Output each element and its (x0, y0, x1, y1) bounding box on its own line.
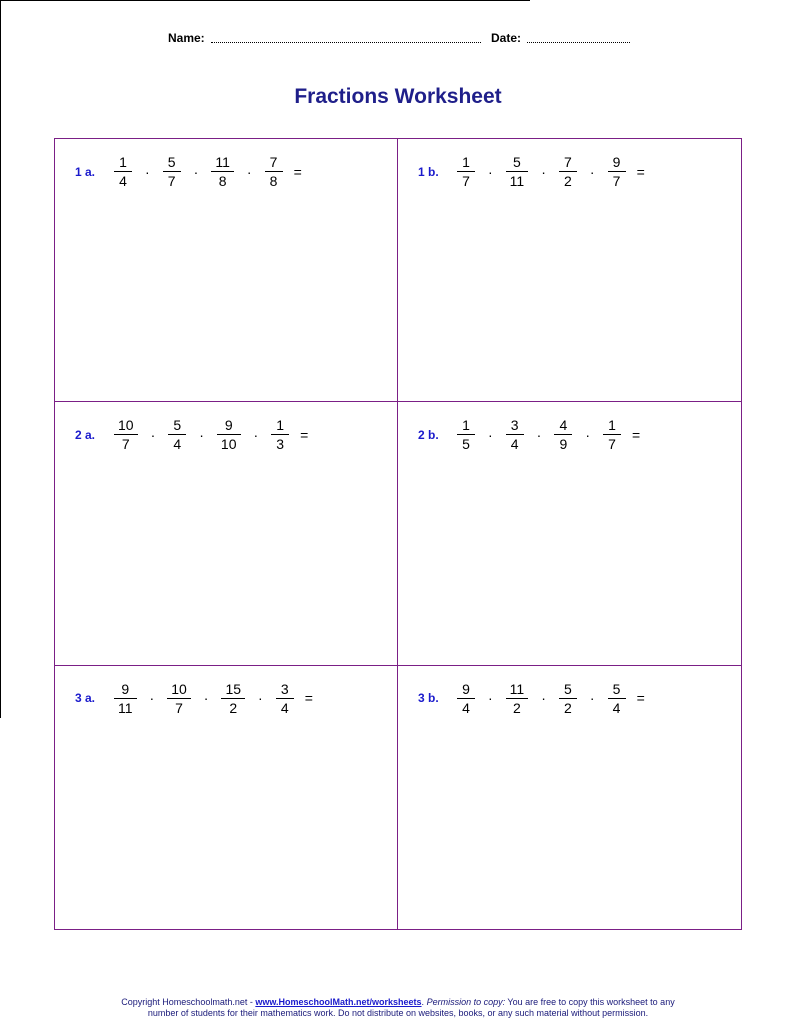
fraction (506, 417, 524, 452)
numerator: 7 (269, 154, 278, 170)
numerator: 5 (173, 417, 182, 434)
fraction (559, 681, 577, 716)
denominator: 5 (462, 436, 470, 453)
problem-cell (398, 666, 741, 929)
denominator: 11 (509, 173, 525, 189)
denominator: 8 (269, 173, 278, 189)
fraction-bar (608, 698, 626, 699)
denominator: 2 (563, 699, 572, 716)
equals-sign: = (636, 163, 645, 180)
multiply-operator: · (199, 426, 204, 443)
fraction-bar (559, 698, 577, 699)
fraction (211, 154, 234, 189)
denominator: 4 (280, 699, 289, 716)
fraction (506, 154, 529, 189)
fraction-bar (506, 171, 529, 172)
numerator: 10 (171, 680, 187, 697)
numerator: 9 (224, 417, 233, 434)
denominator: 8 (218, 173, 227, 189)
fraction-bar (271, 434, 289, 435)
fraction (457, 417, 475, 452)
fraction-bar (163, 171, 181, 172)
denominator: 10 (220, 436, 237, 453)
name-label: Name: (168, 31, 205, 45)
permission-text: You are free to copy this worksheet to any (505, 997, 675, 1007)
multiply-operator: · (203, 690, 209, 707)
problem (418, 681, 645, 716)
problem (75, 681, 313, 716)
numerator: 11 (215, 154, 230, 170)
copyright-text: Copyright Homeschoolmath.net - (121, 997, 256, 1007)
numerator: 1 (276, 417, 285, 434)
fraction-bar (457, 698, 475, 699)
numerator: 3 (510, 417, 519, 434)
fraction-bar (457, 434, 475, 435)
multiply-operator: · (488, 690, 493, 707)
fraction (265, 154, 283, 189)
fraction-bar (168, 434, 186, 435)
denominator: 4 (510, 436, 519, 453)
fraction-bar (608, 171, 626, 172)
numerator: 9 (121, 680, 130, 697)
numerator: 9 (462, 680, 470, 697)
multiply-operator: · (150, 426, 156, 443)
denominator: 2 (513, 699, 521, 716)
numerator: 4 (559, 417, 568, 434)
denominator: 4 (173, 436, 182, 453)
fraction-bar (276, 698, 294, 699)
multiply-operator: · (149, 690, 155, 707)
fraction (457, 681, 475, 716)
equals-sign: = (632, 426, 641, 443)
problem-label: 3 b. (418, 691, 439, 706)
numerator: 5 (612, 680, 621, 697)
problem-cell (55, 666, 398, 929)
problem-label: 2 b. (418, 427, 439, 442)
denominator: 3 (276, 436, 285, 453)
fraction (559, 154, 577, 189)
multiply-operator: · (589, 690, 595, 707)
worksheets-link[interactable]: www.HomeschoolMath.net/worksheets (255, 997, 422, 1007)
multiply-operator: · (145, 163, 150, 180)
fraction-bar (457, 171, 475, 172)
multiply-operator: · (193, 163, 199, 180)
denominator: 9 (559, 436, 568, 453)
equals-sign: = (304, 690, 313, 707)
numerator: 15 (225, 680, 242, 697)
fraction (114, 681, 137, 716)
denominator: 4 (119, 173, 127, 189)
fraction-bar (217, 434, 241, 435)
fraction (217, 417, 241, 452)
problem (75, 154, 302, 189)
fraction (506, 681, 529, 716)
fraction (271, 417, 289, 452)
multiply-operator: · (541, 690, 546, 707)
equals-sign: = (636, 690, 645, 707)
problem-label: 1 b. (418, 164, 439, 179)
multiply-operator: · (541, 163, 546, 180)
denominator: 7 (612, 173, 621, 189)
page-title: Fractions Worksheet (294, 85, 502, 108)
problem-grid (54, 138, 742, 930)
denominator: 2 (563, 173, 572, 189)
fraction-bar (114, 434, 138, 435)
denominator: 11 (118, 699, 133, 716)
page-edge-top (0, 0, 530, 1)
problem (418, 417, 640, 452)
denominator: 7 (167, 173, 176, 189)
numerator: 9 (612, 154, 621, 170)
fraction-bar (506, 698, 529, 699)
fraction (163, 154, 181, 189)
fraction-bar (114, 698, 137, 699)
denominator: 2 (229, 699, 238, 716)
numerator: 1 (608, 417, 616, 434)
fraction (608, 154, 626, 189)
denominator: 7 (175, 699, 183, 716)
problem (75, 417, 308, 452)
denominator: 4 (462, 699, 470, 716)
footer-line-2: number of students for their mathematics work. Do not distribute on websites, books, or any such material without permission. (147, 1008, 649, 1018)
multiply-operator: · (536, 426, 542, 443)
numerator: 1 (462, 154, 470, 170)
problem-label: 3 a. (75, 691, 96, 706)
problem-cell (398, 402, 741, 665)
fraction (457, 154, 475, 189)
fraction-bar (167, 698, 191, 699)
multiply-operator: · (488, 163, 493, 180)
fraction (114, 154, 132, 189)
multiply-operator: · (488, 426, 493, 443)
multiply-operator: · (589, 163, 595, 180)
fraction (608, 681, 626, 716)
fraction-bar (114, 171, 132, 172)
name-field[interactable] (211, 42, 481, 43)
fraction-bar (211, 171, 234, 172)
problem-cell (55, 139, 398, 402)
fraction (221, 681, 245, 716)
fraction (554, 417, 572, 452)
problem-cell (55, 402, 398, 665)
fraction-bar (603, 434, 621, 435)
problem (418, 154, 645, 189)
header (0, 30, 796, 46)
fraction-bar (265, 171, 283, 172)
denominator: 7 (462, 173, 470, 189)
fraction-bar (221, 698, 245, 699)
numerator: 5 (513, 154, 521, 170)
permission-label: Permission to copy: (426, 997, 506, 1007)
numerator: 11 (509, 680, 525, 697)
multiply-operator: · (585, 426, 591, 443)
numerator: 1 (462, 417, 470, 434)
fraction (167, 681, 191, 716)
fraction (168, 417, 186, 452)
numerator: 3 (280, 680, 289, 697)
numerator: 7 (563, 154, 572, 170)
footer (60, 997, 736, 1019)
fraction-bar (559, 171, 577, 172)
denominator: 4 (612, 699, 621, 716)
fraction (276, 681, 294, 716)
date-field[interactable] (527, 42, 630, 43)
fraction-bar (554, 434, 572, 435)
equals-sign: = (300, 426, 309, 443)
problem-cell (398, 139, 741, 402)
equals-sign: = (293, 163, 302, 180)
fraction (114, 417, 138, 452)
numerator: 10 (118, 417, 134, 434)
problem-label: 2 a. (75, 427, 96, 442)
fraction (603, 417, 621, 452)
numerator: 1 (119, 154, 127, 170)
denominator: 7 (608, 436, 616, 453)
multiply-operator: · (253, 426, 259, 443)
date-label: Date: (491, 31, 522, 45)
numerator: 5 (563, 680, 572, 697)
multiply-operator: · (246, 163, 252, 180)
footer-line-1: Copyright Homeschoolmath.net - www.HomeschoolMath.net/worksheets. Permission to copy: You are free to copy this worksheet to any (121, 997, 675, 1007)
fraction-bar (506, 434, 524, 435)
multiply-operator: · (258, 690, 263, 707)
problem-label: 1 a. (75, 164, 96, 179)
denominator: 7 (121, 436, 130, 453)
numerator: 5 (167, 154, 176, 170)
